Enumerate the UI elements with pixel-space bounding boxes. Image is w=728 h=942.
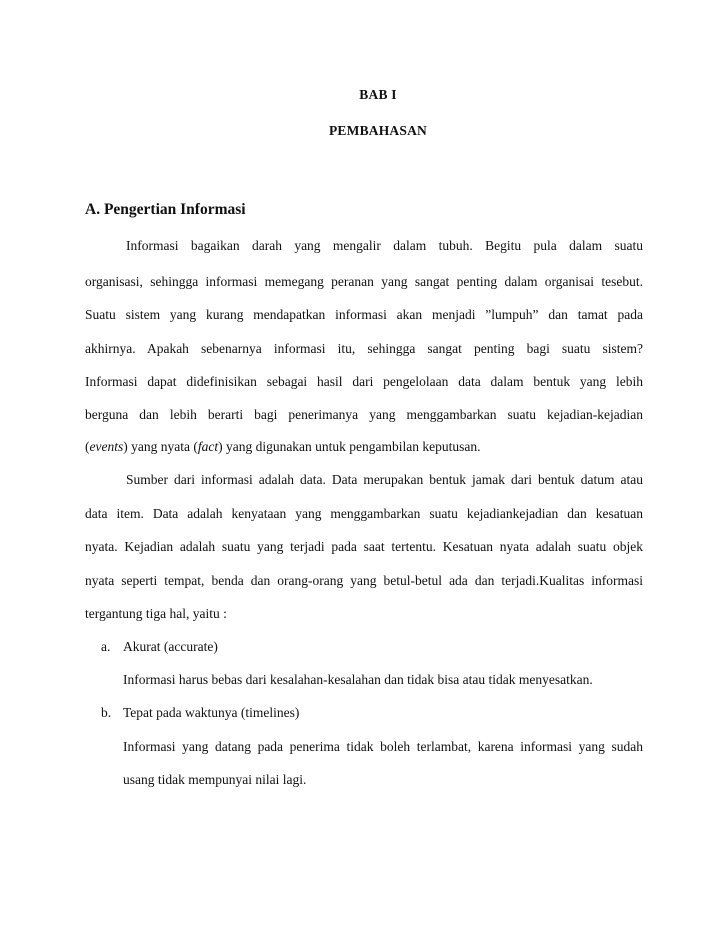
- paragraph-2-line-5: tergantung tiga hal, yaitu :: [85, 606, 227, 621]
- paragraph-1-line-3: Suatu sistem yang kurang mendapatkan informasi akan menjadi ”lumpuh” dan tamat pada: [85, 307, 643, 322]
- list-item-a-title: Akurat (accurate): [123, 639, 218, 654]
- list-item-b-title: Tepat pada waktunya (timelines): [123, 705, 300, 720]
- chapter-label: BAB I: [359, 87, 397, 102]
- line-7-end: ) yang digunakan untuk pengambilan keputusan.: [218, 439, 481, 454]
- paragraph-1-line-4: akhirnya. Apakah sebenarnya informasi itu, sehingga sangat penting bagi suatu sistem?: [85, 341, 643, 356]
- paragraph-2-line-1: Sumber dari informasi adalah data. Data merupakan bentuk jamak dari bentuk datum atau: [126, 472, 643, 487]
- paragraph-1-line-5: Informasi dapat didefinisikan sebagai hasil dari pengelolaan data dalam bentuk yang lebih: [85, 374, 643, 389]
- paragraph-1-line-6: berguna dan lebih berarti bagi penerimanya yang menggambarkan suatu kejadian-kejadian: [85, 407, 643, 422]
- chapter-title: PEMBAHASAN: [328, 123, 427, 138]
- paragraph-1-line-7: [85, 438, 643, 456]
- paragraph-2-line-2: data item. Data adalah kenyataan yang menggambarkan suatu kejadiankejadian dan kesatuan: [85, 506, 643, 521]
- list-marker-a: a.: [101, 639, 111, 654]
- paragraph-2-line-3: nyata. Kejadian adalah suatu yang terjadi pada saat tertentu. Kesatuan nyata adalah suatu objek: [85, 539, 643, 554]
- list-item-b-text-1: Informasi yang datang pada penerima tidak boleh terlambat, karena informasi yang sudah: [123, 739, 643, 754]
- list-item-a-text: Informasi harus bebas dari kesalahan-kesalahan dan tidak bisa atau tidak menyesatkan.: [123, 672, 593, 687]
- term-events: events: [89, 439, 124, 454]
- list-marker-b: b.: [101, 705, 112, 720]
- paragraph-2-line-4: nyata seperti tempat, benda dan orang-orang yang betul-betul ada dan terjadi.Kualitas informasi: [85, 573, 643, 588]
- section-title: A. Pengertian Informasi: [85, 201, 246, 218]
- line-7-mid: ) yang nyata (: [123, 439, 198, 454]
- paragraph-1-line-1: Informasi bagaikan darah yang mengalir dalam tubuh. Begitu pula dalam suatu: [126, 238, 643, 253]
- term-fact: fact: [197, 439, 219, 454]
- list-item-b-text-2: usang tidak mempunyai nilai lagi.: [123, 772, 307, 787]
- line-7-open: (: [85, 439, 90, 454]
- paragraph-1-line-2: organisasi, sehingga informasi memegang peranan yang sangat penting dalam organisai tesebut.: [85, 274, 643, 289]
